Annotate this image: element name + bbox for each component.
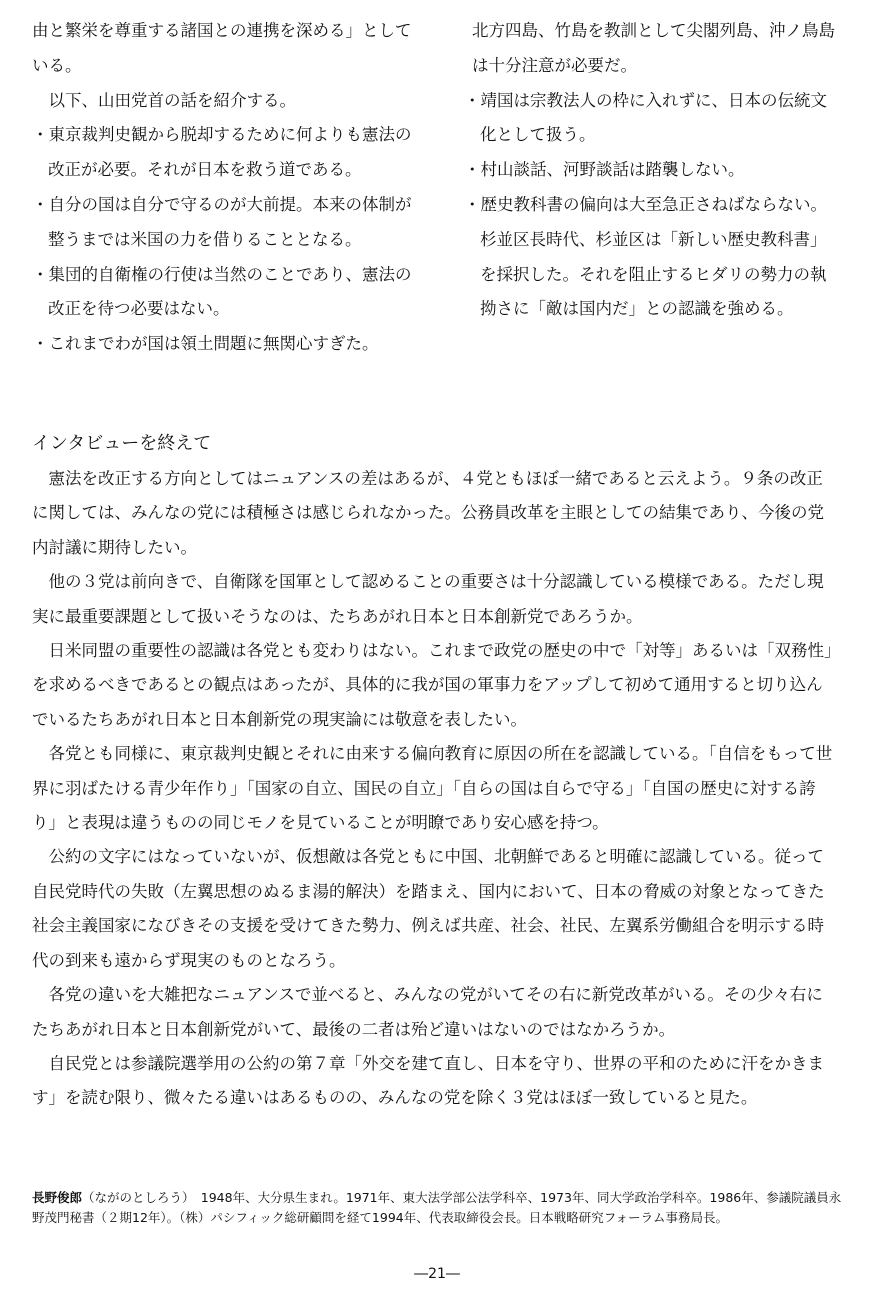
paragraph-7: 自民党とは参議院選挙用の公約の第７章「外交を建て直し、日本を守り、世界の平和のために汗をかきます」を読む限り、微々たる違いはあるものの、みんなの党を除く３党はほぼ一致していると見た。 — [32, 1053, 824, 1108]
right-continuation: 北方四島、竹島を教訓として尖閣列島、沖ノ鳥島は十分注意が必要だ。 — [472, 21, 835, 75]
left-bullet-4: ・これまでわが国は領土問題に無関心すぎた。 — [32, 334, 379, 354]
left-column — [32, 14, 412, 362]
author-name: 長野俊郎 — [32, 1190, 83, 1205]
right-bullet-1: ・靖国は宗教法人の枠に入れずに、日本の伝統文化として扱う。 — [464, 90, 827, 145]
paragraph-4: 各党とも同様に、東京裁判史観とそれに由来する偏向教育に原因の所在を認識している。「自信をもって世界に羽ばたける青少年作り」「国家の自立、国民の自立」「自らの国は自らで守る」「自国の歴史に対する誇り」と表現は違うものの同じモノを見ていることが明瞭であり安心感を持つ。 — [32, 744, 833, 833]
section-body — [32, 462, 838, 1116]
left-bullet-1: ・東京裁判史観から脱却するために何よりも憲法の改正が必要。それが日本を救う道である。 — [32, 125, 412, 180]
section-heading: インタビューを終えて — [32, 433, 212, 454]
left-continuation: 由と繁栄を尊重する諸国との連携を深める」としている。 — [32, 21, 412, 75]
right-column — [464, 14, 840, 327]
left-bullet-3: ・集団的自衛権の行使は当然のことであり、憲法の改正を待つ必要はない。 — [32, 264, 412, 319]
paragraph-3: 日米同盟の重要性の認識は各党とも変わりはない。これまで政党の歴史の中で「対等」あるいは「双務性」を求めるべきであるとの観点はあったが、具体的に我が国の軍事力をアップして初めて通用すると切り込んでいるたちあがれ日本と日本創新党の現実論には敬意を表したい。 — [32, 641, 833, 729]
author-bio — [32, 1188, 842, 1228]
paragraph-5: 公約の文字にはなっていないが、仮想敵は各党ともに中国、北朝鮮であると明確に認識している。従って自民党時代の失敗（左翼思想のぬるま湯的解決）を踏まえ、国内において、日本の脅威の対象となってきた社会主義国家になびきその支援を受けてきた勢力、例えば共産、社会、社民、左翼系労働組合を明示する時代の到来も遠からず現実のものとなろう。 — [32, 847, 825, 970]
page-number: ―21― — [414, 1266, 460, 1282]
left-intro: 以下、山田党首の話を紹介する。 — [48, 90, 296, 110]
paragraph-2: 他の３党は前向きで、自衛隊を国軍として認めることの重要さは十分認識している模様である。ただし現実に最重要課題として扱いそうなのは、たちあがれ日本と日本創新党であろうか。 — [32, 572, 824, 626]
author-bio-text: （ながのとしろう） 1948年、大分県生まれ。1971年、東大法学部公法学科卒、1973年、同大学政治学科卒。1986年、参議院議員永野茂門秘書（２期12年）。（株）パシフィック総研顧問を経て1994年、代表取締役会長。日本戦略研究フォーラム事務局長。 — [32, 1190, 842, 1225]
right-bullet-2: ・村山談話、河野談話は踏襲しない。 — [464, 160, 745, 180]
right-bullet-3: ・歴史教科書の偏向は大至急正さねばならない。杉並区長時代、杉並区は「新しい歴史教科書」を採択した。それを阻止するヒダリの勢力の執拗さに「敵は国内だ」との認識を強める。 — [464, 194, 827, 319]
left-bullet-2: ・自分の国は自分で守るのが大前提。本来の体制が整うまでは米国の力を借りることとなる。 — [32, 194, 412, 249]
paragraph-1: 憲法を改正する方向としてはニュアンスの差はあるが、４党ともほぼ一緒であると云えよう。９条の改正に関しては、みんなの党には積極さは感じられなかった。公務員改革を主眼としての結集であり、今後の党内討議に期待したい。 — [32, 469, 824, 557]
paragraph-6: 各党の違いを大雑把なニュアンスで並べると、みんなの党がいてその右に新党改革がいる。その少々右にたちあがれ日本と日本創新党がいて、最後の二者は殆ど違いはないのではなかろうか。 — [32, 985, 823, 1039]
